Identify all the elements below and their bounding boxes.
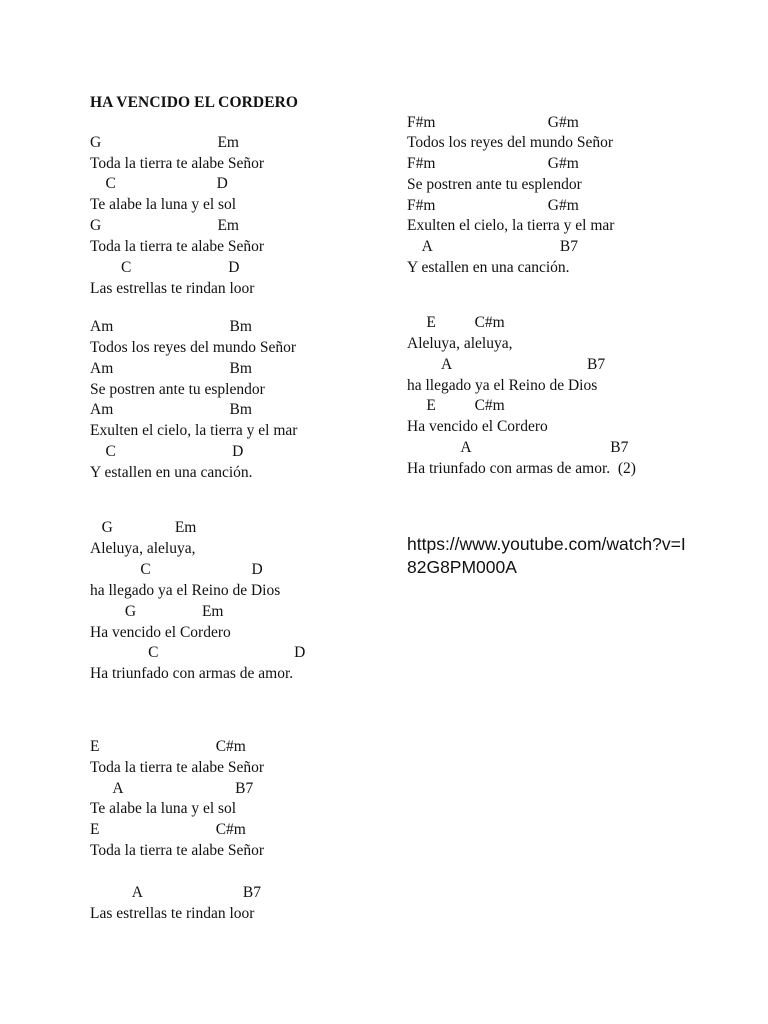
- lyric-line: Se postren ante tu esplendor: [90, 381, 265, 398]
- chord-line: E C#m: [90, 738, 246, 755]
- chord-line: C D: [90, 561, 263, 578]
- lyric-line: Toda la tierra te alabe Señor: [90, 842, 265, 859]
- lyric-line: Las estrellas te rindan loor: [90, 905, 255, 922]
- lyric-line: Exulten el cielo, la tierra y el mar: [407, 217, 615, 234]
- lyric-line: Exulten el cielo, la tierra y el mar: [90, 422, 298, 439]
- lyric-line: Y estallen en una canción.: [90, 464, 253, 481]
- lyric-line: Toda la tierra te alabe Señor: [90, 155, 265, 172]
- lyric-line: Ha vencido el Cordero: [90, 624, 231, 641]
- chord-line: A B7: [90, 780, 254, 797]
- chord-line: A B7: [407, 439, 629, 456]
- lyric-line: Aleluya, aleluya,: [90, 540, 196, 557]
- lyric-line: Te alabe la luna y el sol: [90, 196, 237, 213]
- chord-line: Am Bm: [90, 360, 252, 377]
- lyric-line: Todos los reyes del mundo Señor: [407, 134, 613, 151]
- lyric-line: ha llegado ya el Reino de Dios: [90, 582, 281, 599]
- lyric-line: Todos los reyes del mundo Señor: [90, 339, 296, 356]
- chord-line: C D: [90, 259, 240, 276]
- lyric-line: Se postren ante tu esplendor: [407, 176, 582, 193]
- lyric-line: Ha triunfado con armas de amor. (2): [407, 460, 636, 477]
- chord-line: F#m G#m: [407, 197, 579, 214]
- lyric-line: Toda la tierra te alabe Señor: [90, 759, 265, 776]
- song-title: HA VENCIDO EL CORDERO: [90, 94, 299, 111]
- chord-line: C D: [90, 443, 244, 460]
- chord-line: A B7: [407, 356, 606, 373]
- chord-line: F#m G#m: [407, 114, 579, 131]
- chord-line: C D: [90, 644, 306, 661]
- lyric-line: Ha vencido el Cordero: [407, 418, 548, 435]
- chord-line: A B7: [407, 238, 578, 255]
- chord-line: G Em: [90, 603, 224, 620]
- chord-line: G Em: [90, 519, 197, 536]
- chord-line: F#m G#m: [407, 155, 579, 172]
- youtube-link[interactable]: https://www.youtube.com/watch?v=I82G8PM000A: [407, 534, 686, 577]
- chord-line: G Em: [90, 134, 239, 151]
- chord-line: C D: [90, 175, 228, 192]
- chord-line: E C#m: [407, 314, 505, 331]
- chord-line: Am Bm: [90, 318, 252, 335]
- chord-line: A B7: [90, 884, 261, 901]
- chord-line: E C#m: [90, 821, 246, 838]
- lyric-line: Aleluya, aleluya,: [407, 335, 513, 352]
- lyric-line: Ha triunfado con armas de amor.: [90, 665, 294, 682]
- lyric-line: Toda la tierra te alabe Señor: [90, 238, 265, 255]
- lyric-line: Y estallen en una canción.: [407, 259, 570, 276]
- chord-line: E C#m: [407, 397, 505, 414]
- chord-line: G Em: [90, 217, 239, 234]
- lyric-line: ha llegado ya el Reino de Dios: [407, 377, 598, 394]
- lyric-line: Las estrellas te rindan loor: [90, 280, 255, 297]
- lyric-line: Te alabe la luna y el sol: [90, 800, 237, 817]
- chord-line: Am Bm: [90, 401, 252, 418]
